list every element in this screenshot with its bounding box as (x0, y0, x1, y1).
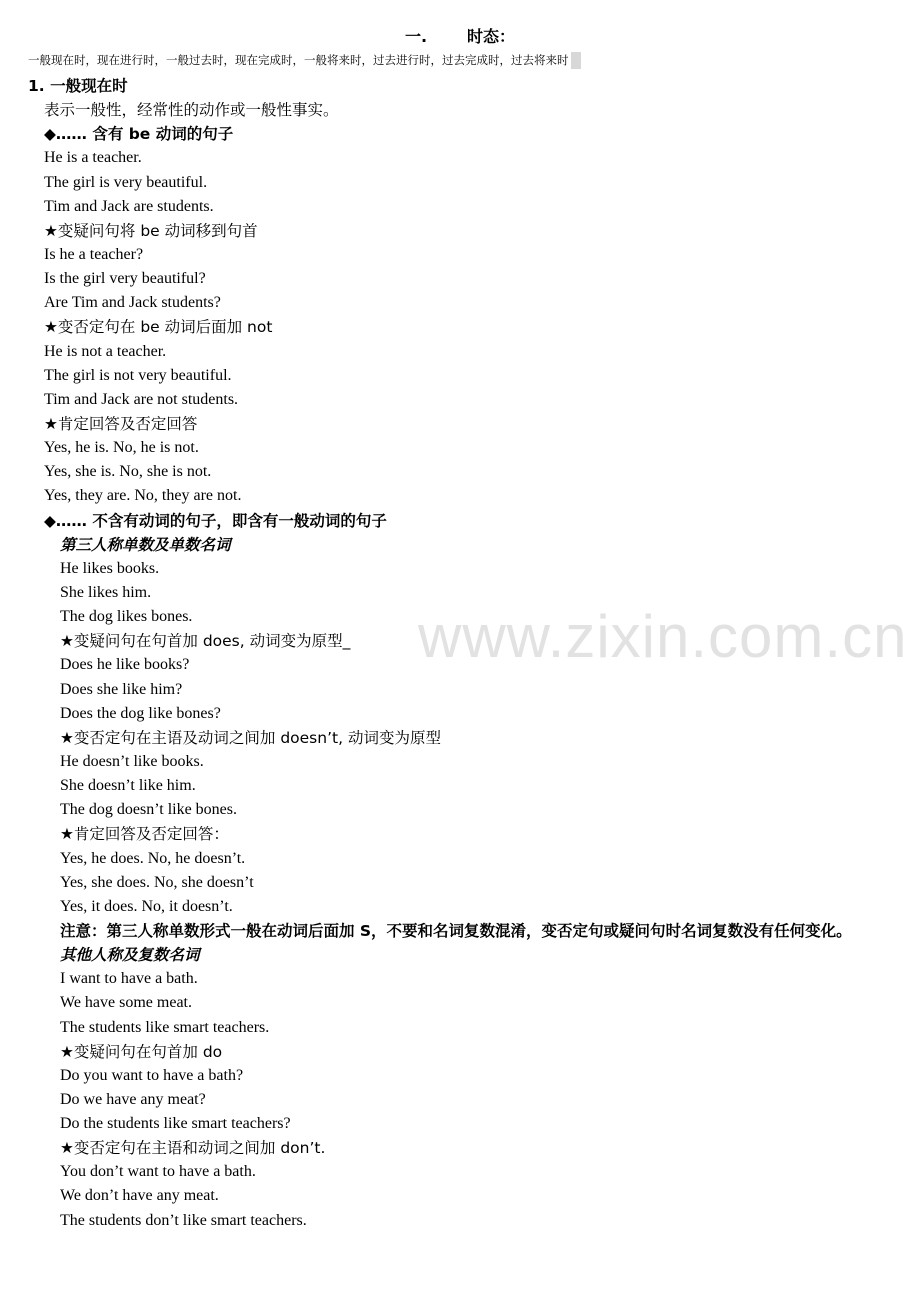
example-answer: Yes, they are. No, they are not. (44, 487, 242, 505)
example-question: Does she like him? (60, 680, 183, 698)
rule-question: ★变疑问句在句首加 does, 动词变为原型_ (60, 632, 351, 651)
example-answer: Yes, she is. No, she is not. (44, 463, 212, 481)
example-negative: He is not a teacher. (44, 342, 167, 360)
example-sentence: The dog likes bones. (60, 608, 193, 626)
rule-answer: ★肯定回答及否定回答 (44, 414, 198, 433)
rule-negative: ★变否定句在主语和动词之间加 don’t. (60, 1139, 326, 1158)
example-question: Does he like books? (60, 656, 190, 674)
example-answer: Yes, it does. No, it doesn’t. (60, 897, 233, 915)
example-question: Do we have any meat? (60, 1090, 206, 1108)
example-negative: She doesn’t like him. (60, 777, 196, 795)
example-sentence: The girl is very beautiful. (44, 173, 208, 191)
rule-answer: ★肯定回答及否定回答： (60, 825, 229, 844)
group-heading-others: 其他人称及复数名词 (60, 946, 200, 965)
tense-list-text: 一般现在时，现在进行时，一般过去时，现在完成时，一般将来时，过去进行时，过去完成时，过去将来时 (28, 53, 569, 67)
title-number: 一. (404, 27, 428, 46)
example-negative: You don’t want to have a bath. (60, 1163, 256, 1181)
example-sentence: I want to have a bath. (60, 970, 198, 988)
example-sentence: The students like smart teachers. (60, 1018, 270, 1036)
note-paragraph: 注意：第三人称单数形式一般在动词后面加 S，不要和名词复数混淆，变否定句或疑问句时名词复数没有任何变化。 (60, 921, 852, 940)
example-question: Is the girl very beautiful? (44, 270, 206, 288)
rule-negative: ★变否定句在 be 动词后面加 not (44, 318, 273, 337)
example-question: Does the dog like bones? (60, 704, 221, 722)
example-question: Is he a teacher? (44, 245, 144, 263)
page-title (0, 24, 920, 47)
example-negative: Tim and Jack are not students. (44, 390, 239, 408)
example-negative: The girl is not very beautiful. (44, 366, 232, 384)
section-heading: 1. 一般现在时 (28, 77, 128, 95)
subsection-heading-be: ◆…… 含有 be 动词的句子 (44, 125, 234, 144)
tense-list (28, 52, 581, 69)
example-negative: The students don’t like smart teachers. (60, 1211, 307, 1229)
example-negative: The dog doesn’t like bones. (60, 801, 238, 819)
example-answer: Yes, he does. No, he doesn’t. (60, 849, 246, 867)
example-sentence: Tim and Jack are students. (44, 197, 214, 215)
subsection-heading-verb: ◆…… 不含有动词的句子，即含有一般动词的句子 (44, 511, 387, 530)
rule-negative: ★变否定句在主语及动词之间加 doesn’t, 动词变为原型 (60, 728, 441, 747)
example-sentence: He is a teacher. (44, 149, 142, 167)
rule-question: ★变疑问句将 be 动词移到句首 (44, 221, 258, 240)
example-answer: Yes, she does. No, she doesn’t (60, 873, 254, 891)
example-question: Do you want to have a bath? (60, 1066, 244, 1084)
section-intro: 表示一般性，经常性的动作或一般性事实。 (44, 101, 339, 120)
example-negative: He doesn’t like books. (60, 752, 204, 770)
example-sentence: She likes him. (60, 583, 152, 601)
example-question: Do the students like smart teachers? (60, 1115, 291, 1133)
rule-question: ★变疑问句在句首加 do (60, 1042, 223, 1061)
example-sentence: He likes books. (60, 559, 160, 577)
group-heading-third-person: 第三人称单数及单数名词 (60, 535, 231, 554)
title-text: 时态： (467, 27, 516, 46)
example-answer: Yes, he is. No, he is not. (44, 439, 199, 457)
watermark: www.zixin.com.cn (418, 603, 908, 670)
example-negative: We don’t have any meat. (60, 1187, 219, 1205)
example-question: Are Tim and Jack students? (44, 294, 221, 312)
document-body (0, 74, 920, 1233)
example-sentence: We have some meat. (60, 994, 192, 1012)
highlight-mark (571, 52, 581, 69)
